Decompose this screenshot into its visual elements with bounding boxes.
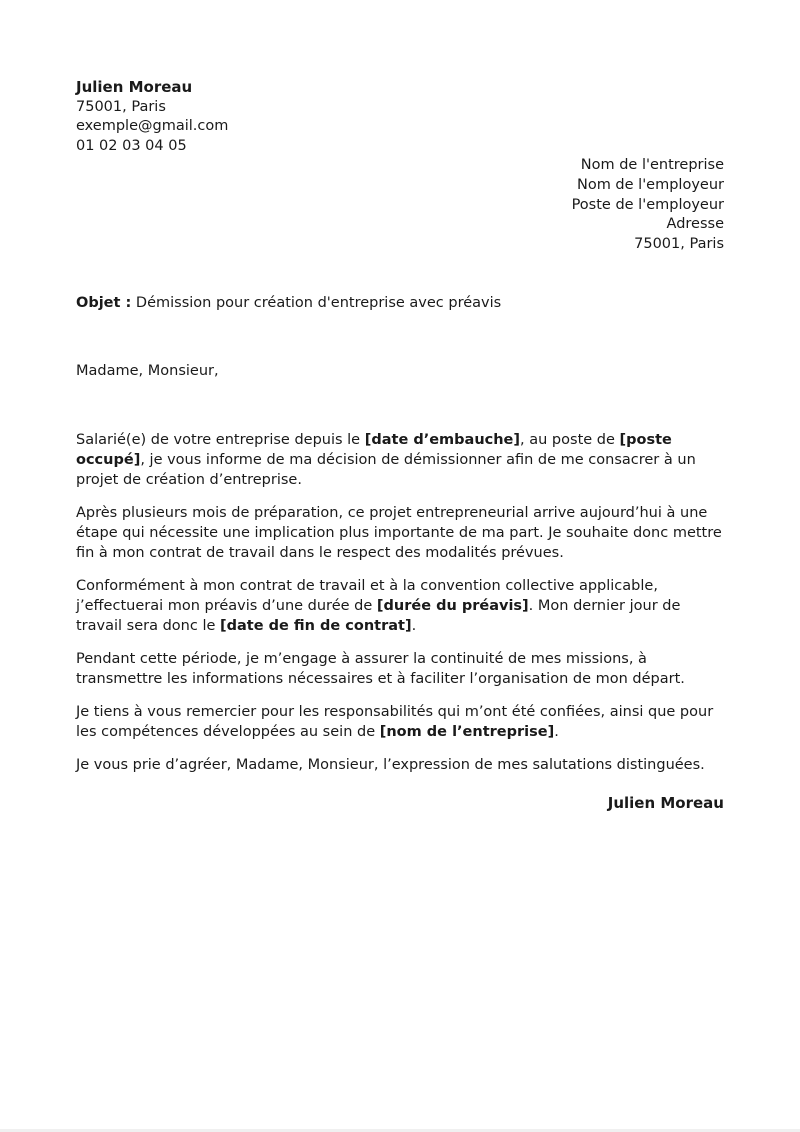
paragraph-1: [76, 430, 726, 490]
paragraph-5-text-b: .: [554, 724, 559, 740]
recipient-city: 75001, Paris: [634, 236, 724, 253]
paragraph-5: [76, 702, 726, 742]
hire-date-placeholder: [date d’embauche]: [364, 432, 521, 448]
recipient-employer: Nom de l'employeur: [576, 176, 724, 193]
sender-phone: 01 02 03 04 05: [76, 137, 187, 154]
subject-label: Objet :: [76, 295, 132, 311]
recipient-position: Poste de l'employeur: [571, 196, 724, 213]
salutation: Madame, Monsieur,: [76, 363, 219, 379]
recipient-address: Adresse: [666, 216, 724, 233]
recipient-block: [572, 156, 724, 255]
paragraph-1-text-b: , au poste de: [520, 432, 620, 448]
recipient-company: Nom de l'entreprise: [580, 157, 724, 173]
notice-placeholder: [durée du préavis]: [376, 598, 529, 614]
sender-name: Julien Moreau: [76, 78, 193, 96]
sender-city: 75001, Paris: [76, 98, 166, 115]
end-date-placeholder: [date de fin de contrat]: [220, 618, 412, 634]
company-placeholder: [nom de l’entreprise]: [379, 724, 555, 740]
paragraph-5-text-a: Je tiens à vous remercier pour les responsabilités qui m’ont été confiées, ainsi que pour les compétences développées au sein de: [76, 704, 714, 740]
paragraph-1-text-a: Salarié(e) de votre entreprise depuis le: [76, 432, 365, 448]
paragraph-3-text-a: Conformément à mon contrat de travail et à la convention collective applicable, j’effectuerai mon préavis d’une durée de: [76, 578, 658, 614]
subject-line: [76, 294, 501, 313]
paragraph-1-text-c: , je vous informe de ma décision de démissionner afin de me consacrer à un projet de création d’entreprise.: [76, 452, 696, 488]
subject-text: Démission pour création d'entreprise avec préavis: [131, 295, 502, 311]
job-placeholder: [poste occupé]: [76, 432, 672, 468]
paragraph-4: Pendant cette période, je m’engage à assurer la continuité de mes missions, à transmettre les informations nécessaires et à faciliter l’organisation de mon départ.: [76, 651, 685, 687]
paragraph-3-text-c: .: [411, 618, 417, 634]
paragraph-2: Après plusieurs mois de préparation, ce projet entrepreneurial arrive aujourd’hui à une étape qui nécessite une implication plus importante de ma part. Je souhaite donc mettre fin à mon contrat de travail dans le respect des modalités prévues.: [76, 505, 722, 561]
paragraph-3-text-b: . Mon dernier jour de travail sera donc le: [76, 598, 681, 634]
letter-body: [76, 430, 726, 788]
signature: Julien Moreau: [607, 794, 724, 812]
paragraph-3: [76, 576, 726, 636]
sender-email: exemple@gmail.com: [76, 118, 229, 135]
sender-block: [76, 78, 228, 156]
paragraph-6: Je vous prie d’agréer, Madame, Monsieur, l’expression de mes salutations distinguées.: [76, 757, 705, 773]
